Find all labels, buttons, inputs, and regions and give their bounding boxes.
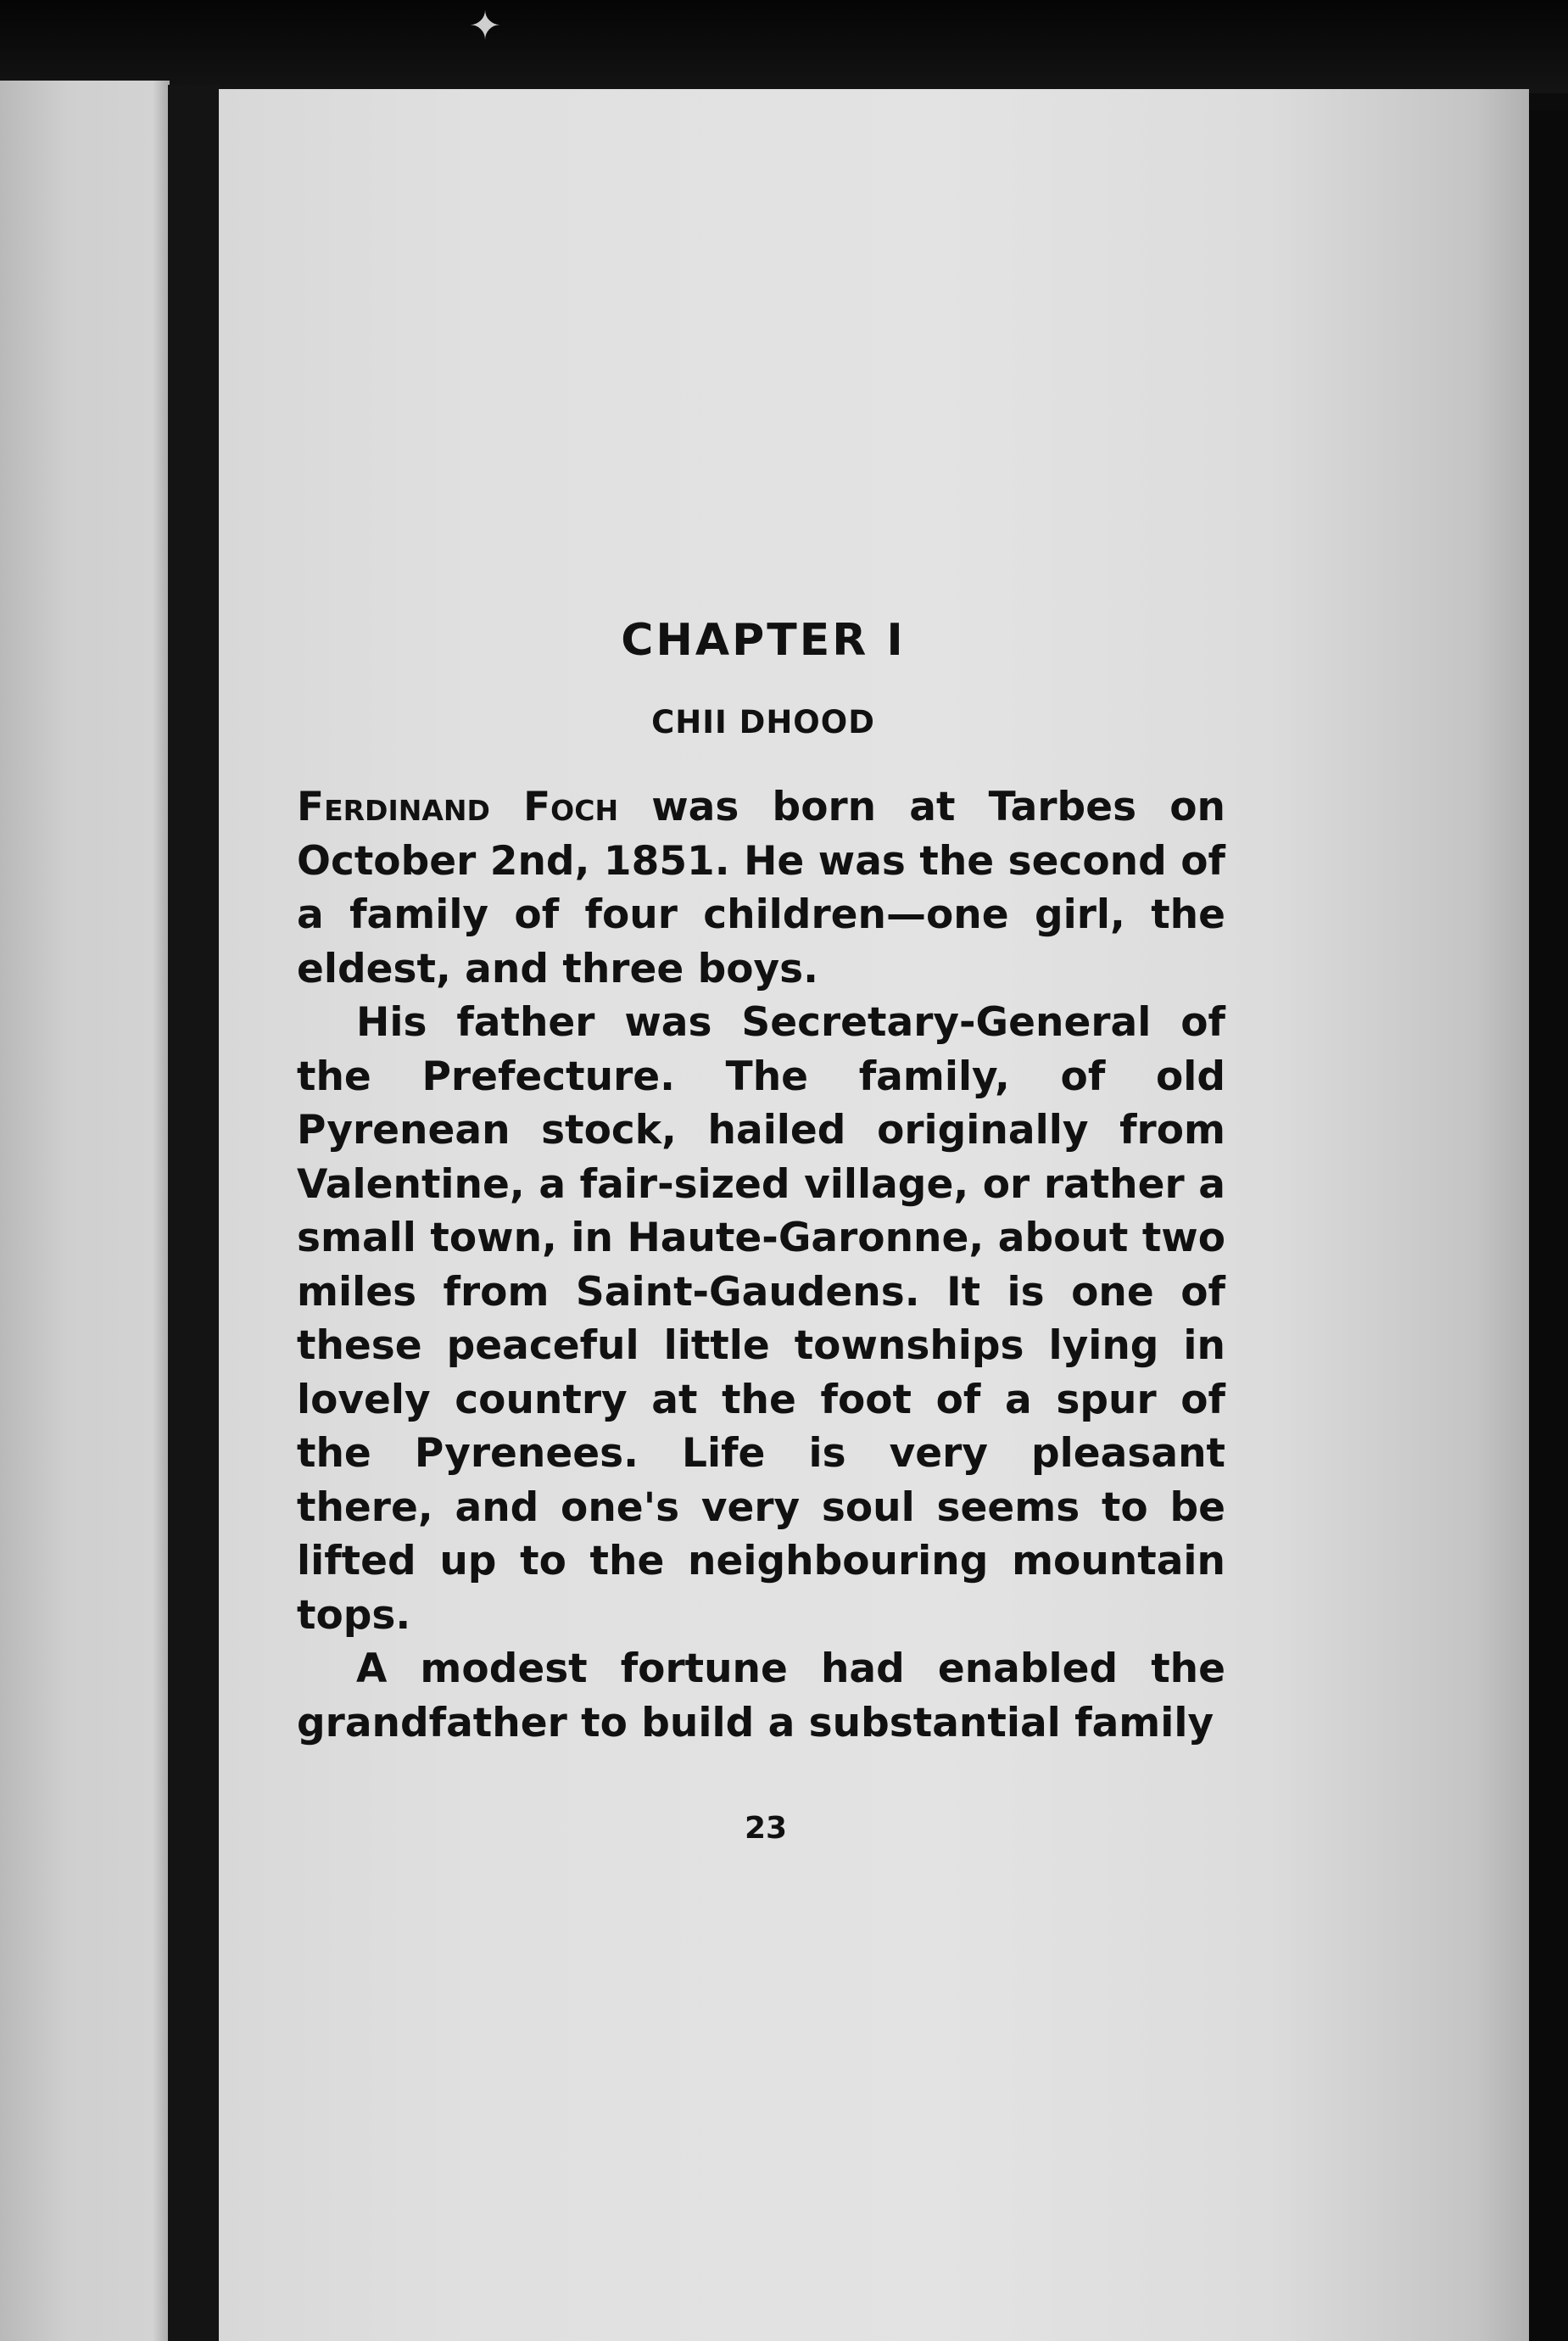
paragraph-lead-name: Ferdinand Foch — [297, 784, 619, 830]
paragraph: His father was Secretary-General of the Prefecture. The family, of old Pyrenean stock, hailed originally from Valentine, a fair-sized village, or rather a small town, in Haute-Garonne, about two miles from Saint-Gaudens. It is one of these peaceful little townships lying in lovely country at the foot of a spur of the Pyrenees. Life is very pleasant there, and one's very soul seems to be lifted up to the neighbouring mountain tops. — [297, 999, 1225, 1639]
paragraph: A modest fortune had enabled the grandfather to build a substantial family — [297, 1645, 1225, 1746]
scan-artifact-mark: ✦ — [468, 3, 502, 48]
chapter-subtitle: CHII DHOOD — [651, 704, 875, 740]
facing-page-edge — [0, 81, 170, 2341]
scan-top-border — [0, 0, 1568, 93]
page-number: 23 — [744, 1811, 788, 1846]
chapter-title: CHAPTER I — [621, 615, 906, 666]
scan-right-border — [1529, 110, 1568, 2341]
paragraph-text: was born at Tarbes on October 2nd, 1851. He was the second of a family of four children—one girl, the eldest, and three boys. — [297, 784, 1225, 992]
book-spine-shadow — [168, 85, 220, 2341]
chapter-body — [297, 780, 1225, 1750]
paragraph — [297, 780, 1225, 996]
